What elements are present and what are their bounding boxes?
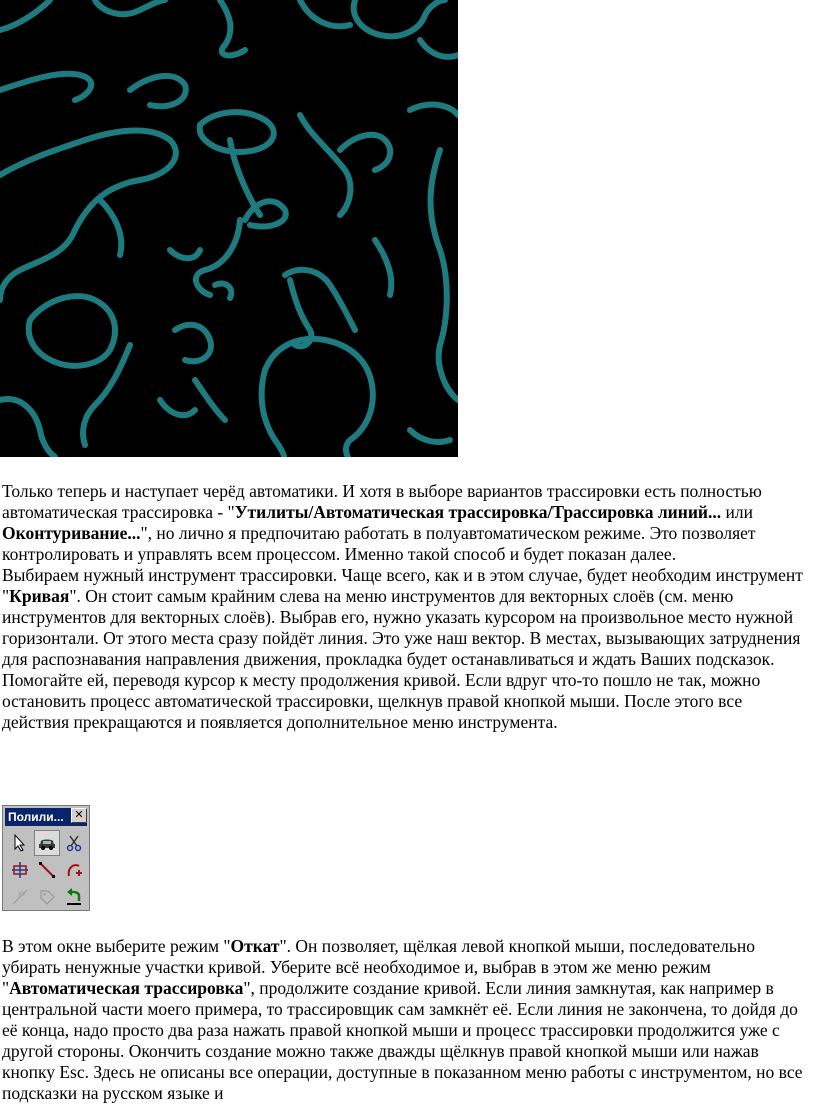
add-curve-tool-button[interactable] bbox=[61, 857, 87, 883]
mode-name-bold: Откат bbox=[230, 936, 280, 956]
line-segment-icon bbox=[37, 860, 57, 880]
xy-coordinate-icon bbox=[10, 887, 30, 907]
contour-raster-image bbox=[0, 0, 458, 457]
curve-add-icon bbox=[64, 860, 84, 880]
text-run: Только теперь и наступает черёд автоматики. И хотя в выборе вариантов трассировки есть полностью автоматическая трассировка - " bbox=[2, 481, 762, 522]
contour-lines-graphic bbox=[0, 0, 458, 457]
text-run: ", продолжите создание кривой. Если линия замкнутая, как например в центральной части моего примера, то трассировщик сам замкнёт её. Если линия не закончена, то дойдя до её конца, надо просто два раза нажать правой кнопкой мыши и процесс трассировки продолжится уже с другой стороны. Окончить создание можно также дважды щёлкнув правой кнопкой мыши или нажав кнопку Esc. Здесь не описаны все операции, доступные в показанном меню работы с инструментом, но все подсказки на русском языке и bbox=[2, 978, 803, 1103]
scissors-icon bbox=[64, 833, 84, 853]
car-icon bbox=[37, 833, 57, 853]
tool-name-bold: Кривая bbox=[9, 586, 70, 606]
svg-text:XY: XY bbox=[18, 891, 26, 898]
paragraph-rollback bbox=[2, 936, 812, 1104]
undo-tool-button[interactable] bbox=[61, 884, 87, 910]
command-bold: Оконтуривание... bbox=[2, 523, 141, 543]
text-run: ", но лично я предпочитаю работать в полуавтоматическом режиме. Это позволяет контролировать и управлять всем процессом. Именно такой способ и будет показан далее. bbox=[2, 523, 756, 564]
cross-node-icon bbox=[10, 860, 30, 880]
text-run: или bbox=[721, 502, 753, 522]
paragraph-1 bbox=[2, 481, 812, 565]
label-tool-button[interactable] bbox=[34, 884, 60, 910]
text-run: ". Он позволяет, щёлкая левой кнопкой мыши, последовательно убирать ненужные участки кривой. Уберите всё необходимое и, выбрав в этом же меню режим " bbox=[2, 936, 755, 998]
menu-path-bold: Утилиты/Автоматическая трассировка/Трассировка линий... bbox=[234, 502, 722, 522]
palette-title: Полили... bbox=[8, 810, 64, 824]
tool-palette-window bbox=[2, 805, 90, 911]
tag-icon bbox=[37, 887, 57, 907]
palette-tool-grid bbox=[7, 830, 87, 910]
text-run: В этом окне выберите режим " bbox=[2, 936, 231, 956]
coordinate-tool-button[interactable] bbox=[7, 884, 33, 910]
mode-name-bold: Автоматическая трассировка bbox=[9, 978, 244, 998]
node-tool-button[interactable] bbox=[7, 857, 33, 883]
auto-trace-tool-button[interactable] bbox=[34, 830, 60, 856]
pointer-arrow-icon bbox=[10, 833, 30, 853]
close-button[interactable]: ✕ bbox=[71, 808, 87, 823]
paragraph-3 bbox=[2, 936, 812, 1104]
paragraph-2 bbox=[2, 565, 812, 733]
line-tool-button[interactable] bbox=[34, 857, 60, 883]
text-run: Выбираем нужный инструмент трассировки. Чаще всего, как и в этом случае, будет необходим инструмент " bbox=[2, 565, 803, 606]
text-run: ". Он стоит самым крайним слева на меню инструментов для векторных слоёв (см. меню инструментов для векторных слоёв). Выбрав его, нужно указать курсором на произвольное место нужной горизонтали. От этого места сразу пойдёт линия. Это уже наш вектор. В местах, вызывающих затруднения для распознавания направления движения, прокладка будет останавливаться и ждать Ваших подсказок. Помогайте ей, переводя курсор к месту продолжения кривой. Если вдруг что-то пошло не так, можно остановить процесс автоматической трассировки, щелкнув правой кнопкой мыши. После этого все действия прекращаются и появляется дополнительное меню инструмента. bbox=[2, 586, 801, 732]
pointer-tool-button[interactable] bbox=[7, 830, 33, 856]
undo-arrow-icon bbox=[64, 887, 84, 907]
paragraph-automation bbox=[2, 481, 812, 733]
cut-tool-button[interactable] bbox=[61, 830, 87, 856]
